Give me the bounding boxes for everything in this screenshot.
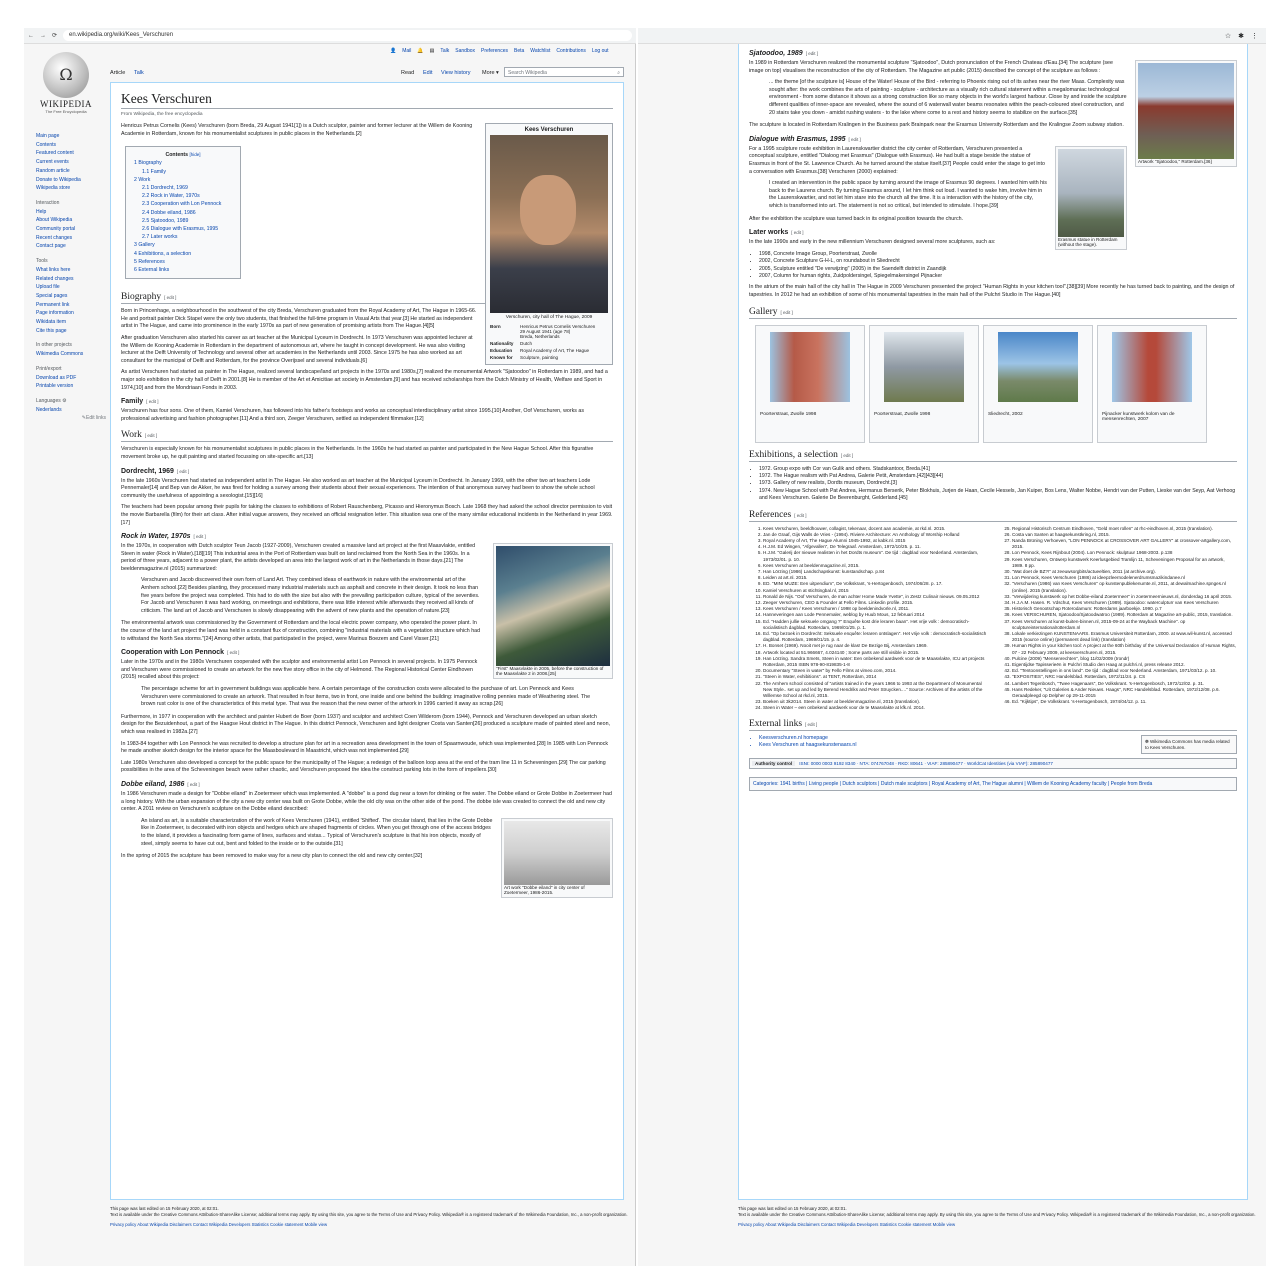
- reference-item: 4. H.J.M. Ed Wingen, "Afgevallen", De Telegraaf. Amsterdam, 1972/10/25. p. 11.: [763, 544, 988, 550]
- tab-view-history[interactable]: View history: [441, 70, 471, 76]
- edit-section-family[interactable]: [ edit ]: [146, 399, 159, 405]
- footer-links[interactable]: Privacy policy About Wikipedia Disclaimers Contact Wikipedia Developers Statistics Cookie statement Mobile view: [110, 1222, 328, 1227]
- reference-item: 9. ED. "MINI MUZE: Een uitpendium", De Volkskrant, 's-Hertogenbosch, 1974/06/28. p. 17.: [763, 581, 988, 587]
- edit-section-work[interactable]: [ edit ]: [144, 433, 158, 439]
- sidebar-item-language-0[interactable]: Nederlands: [36, 406, 62, 413]
- user-link-talk[interactable]: Talk: [440, 48, 450, 54]
- intro-paragraph: Henricus Petrus Cornelis (Kees) Verschuren (born Breda, 29 August 1941[1]) is a Dutch sculptor, painter and former lecturer at the Willem de Kooning Academie in Rotterdam, known for his monumentalist sculptures in public places in the Netherlands.[2]: [121, 123, 473, 137]
- user-link-preferences[interactable]: Preferences: [481, 48, 508, 54]
- search-placeholder: Search Wikipedia: [508, 70, 547, 76]
- heading-exh-text: Exhibitions, a selection: [749, 449, 838, 460]
- reference-item: 39. Human Rights in your kitchen tool: A project at the 60th birthday of the Universal Declaration of Human Rights, 07 - 22 February 2009, at keesverschuren.nl, 2015.: [1012, 643, 1237, 655]
- family-paragraph: Verschuren has four sons. One of them, Kamiel Verschuren, has followed into his father's footsteps and works as conceptual interdisciplinary artist since 1995.[10] Another, Oof Verschuren, works as professional advertising and fashion photographer.[11] And a third son, Zeeger Verschuren, settled as independent filmmaker.[12]: [121, 408, 584, 422]
- exhibition-item: • 1973. Gallery of new realists, Dordts museum, Dordrecht.[3]: [759, 480, 1237, 487]
- edit-section-coop[interactable]: [ edit ]: [227, 650, 240, 656]
- reference-item: 43. "EXPOSITIES", NRC Handelsblad. Rotterdam, 1972/11/24. p. CS: [1012, 674, 1237, 680]
- references-col-2: [998, 526, 1237, 712]
- infobox-label: Known for: [490, 355, 513, 360]
- footer-right: [738, 1206, 1258, 1228]
- sidebar-heading-languages: [36, 397, 106, 406]
- later-work-item: • 1998, Concrete Image Group, Poorterstraat, Zwolle: [759, 251, 1237, 258]
- heading-work: [121, 430, 613, 442]
- infobox-value: Sculpture, painting: [520, 355, 559, 360]
- heading-work-text: Work: [121, 430, 142, 441]
- toc-item[interactable]: 2.6 Dialogue with Erasmus, 1995: [142, 226, 219, 233]
- sjat-paragraph-2: The sculpture is located in Rotterdam Kralingen in the Business park Brainpark near the Erasmus University Rotterdam and the Kralingse Zoom subway station.: [749, 122, 1124, 129]
- gallery-caption-1: Poorterstraat, Zwolle 1998: [760, 411, 817, 417]
- sidebar-item-main-4[interactable]: Random article: [36, 167, 70, 174]
- toc-item[interactable]: 1.1 Family: [142, 168, 166, 175]
- work-paragraph: Verschuren is especially known for his monumentalist sculptures in public places in the Netherlands. In the 1960s he had started as painter and participated in the New Hague School. After this figurative movement broke up, he quit painting and started focussing on site-specific art.[13]: [121, 446, 594, 460]
- sidebar-heading-print: Print/export: [36, 365, 62, 372]
- bookmark-icon[interactable]: ☆: [1224, 32, 1232, 40]
- edit-section-biography[interactable]: [ edit ]: [164, 295, 177, 301]
- exhibition-item: • 1974. New Hague School with Pat Andrea, Hermanus Berserik, Peter Blokhuis, Jurjen de Haan, Cecile Hessels, Jan Kuiper, Bos Lens, Walter Nobbe, Hendri van der Putten, Lieske van der Seyp, Aat Verhoog and Kees Verschuren. Galerie De Beerenburght, Gelderland.[45]: [759, 488, 1237, 503]
- reference-item: 41. Eigentijdse Tapisserieën in Pulchri Studio den Haag at pulchri.nl, press release 2012.: [1012, 662, 1237, 668]
- page-right: [638, 44, 1266, 1266]
- heading-ext-text: External links: [749, 718, 803, 729]
- references-list: [749, 526, 1237, 712]
- thumb-sjatoodoo: [1135, 60, 1237, 167]
- toc-item[interactable]: 2.2 Rock in Water, 1970s: [142, 193, 200, 200]
- gallery-item[interactable]: [983, 325, 1093, 443]
- heading-family: [121, 398, 613, 405]
- gallery-image-4[interactable]: [1112, 332, 1192, 402]
- reference-item: 14. Hanneveringen aan Lode Pennemaler, weblog by Huub Mous, 12 februari 2014: [763, 612, 988, 618]
- wikipedia-logo[interactable]: [36, 52, 96, 114]
- reference-item: 26. Costa van Santen at haagsekunstkring.nl, 2015.: [1012, 532, 1237, 538]
- heading-dordrecht: [121, 468, 613, 475]
- sidebar-languages-nav: [36, 406, 106, 415]
- infobox-title: Kees Verschuren: [524, 127, 574, 133]
- dordrecht-paragraph-1: In the late 1960s Verschuren had started as independent artist in The Hague. He also worked as art teacher at the Municipal Lyceum in Dordrecht. In January 1969, with the other two art teachers Lode Pennemaler[14] and Bep van de Akker, he was fired for holding a survey among their students about their sexual experiences. The intention of that anonymous survey had been to show the whole school community the usefulness of appointing a sexologist.[15][16]: [121, 477, 595, 499]
- heading-external-links: [749, 719, 1237, 731]
- reference-item: 36. Kees VERSCHUREN, Sjatoodoo/Sjatoodwatroo (1989). Rotterdam at Magazine art-public, 2015, translation.: [1012, 612, 1237, 618]
- gallery-caption-2: Poorterstraat, Zwolle 1998: [874, 411, 931, 417]
- rock-paragraph-1: In the 1970s, in cooperation with Dutch sculptor Teun Jacob (1927-2009), Verschuren created a massive land art project at the first Maasvlakte, entitled Steen in water (Rock in Water).[18][19] This industrial area in the Port of Rotterdam was built on land reclaimed from the North Sea in the 1960s. In a period of three years, adjacent to a power plant, the artists developed an area into the largest work of art in the Netherlands in those days.[21] The beeldenmagazine.nl (2015) summarized:: [121, 543, 476, 572]
- heading-references: [749, 510, 1237, 522]
- sidebar-item-interaction-0[interactable]: Help: [36, 208, 47, 215]
- toc-items: [134, 159, 232, 274]
- reference-item: 19. Han Lörzing. Sandra Smets, Steen in water: Een onbekend aardwerk voor de te Maasvlakte, ICU art projects Rotterdam, 2015 ISBN 978-90-819835-1-8: [763, 656, 988, 668]
- reference-item: 31. Lon Pennock, Kees Verschuren (1986) at ideepzleernodelenerdrumsmazikindanee.nl: [1012, 575, 1237, 581]
- reference-item: 37. Kees Verschuren at kunst-buiten-binnen.nl, 2015-09-24 at the Wayback Machine". op sculptureinternationalrotterdam.nl: [1012, 619, 1237, 631]
- reference-item: 32. "Verschuren (1986) van Kees Verschuren" op kunstenpublekenumte.nl, 2011, at dewalmachine.spnges.nl (online). 2015 (translation).: [1012, 581, 1237, 593]
- infobox-row: [489, 323, 609, 340]
- reference-item: 27. Nanda Brüning Verhoeven, "LON PENNOCK at CROSSOVER ART GALLERY" at crossover-artgallery.com, 2015.: [1012, 538, 1237, 550]
- tab-talk[interactable]: Talk: [134, 70, 144, 76]
- toc-item[interactable]: 2 Work: [134, 176, 151, 183]
- toc-item[interactable]: 2.7 Later works: [142, 234, 178, 241]
- thumb-dobbe: [501, 818, 613, 898]
- search-icon[interactable]: ⌕: [617, 70, 620, 76]
- dordrecht-paragraph-2: The teachers had been popular among their pupils for taking the classes to exhibitions of Robert Rauschenberg, Picasso and Hieronymus Bosch. Late 1968 they had asked the school director permission to visit the movie Barbarella (film) for their art class. After initial vague answers, they received an official resignation letter. This situation was one of the many similar educational incidents in the Netherland in year 1969.[17]: [121, 504, 613, 526]
- coop-paragraph-1: Later in the 1970s and in the 1980s Verschuren cooperated with the sculptor and environmental artist Lon Pennock in several projects. In 1975 Pennock and Verschuren were commissioned to create an artwork for the new five story office in the city of Helmond. The Regional Historical Center Eindhoven (2015) recalled about this project:: [121, 659, 478, 681]
- bio-paragraph-3: As artist Verschuren had started as painter in The Hague, realized several landscape/land art projects in the 1970s and 1980s,[7] realized the monumental Artwork "Sjatoodoo" in Rotterdam in 1989, and had a major solo exhibition in the city hall of Delft in 2001.[8] He is member of the Art et Amicitiae art society in Amsterdam,[9] and has received scholarships from the Dutch Ministry of Health, Welfare and Sport in 1974,[10] and from the Mondriaan Fonds in 2003.: [121, 369, 608, 391]
- edit-section-dial[interactable]: [ edit ]: [848, 136, 861, 142]
- toc-item[interactable]: 2.5 Sjatoodoo, 1989: [142, 217, 189, 224]
- infobox-table: [489, 323, 609, 361]
- logo-tagline: The Free Encyclopedia: [45, 109, 87, 114]
- reference-item: 2. Jan de Graaf, Gijs Walls de Vries - (1994). Riviere Architecture: An Anthology of Worship Holland: [763, 532, 988, 538]
- later-work-item: • 2007, Column for human rights, Zuidpoldersingel, Spiegelmakersingel Pijnacker: [759, 273, 1237, 280]
- toc-heading: Contents: [165, 152, 188, 159]
- dial-quote: I created an intervention in the public space by turning around the image of Erasmus 90 degrees. I wanted him with his back to the Laurens church. By turning Erasmus around, I let him think out loud. I wanted to wake him, involve him in the Laurenskwartier, and not let him stare into the church all the time. It is a interaction with the history of the city, which is transformed into art. The statement is not so critical, but intended to stimulate. I hope.[39]: [769, 180, 1047, 209]
- infobox-label: Education: [490, 348, 513, 353]
- article-content-left: [110, 82, 624, 1200]
- commons-box[interactable]: [1141, 735, 1237, 754]
- sjatoodoo-caption: Artwork "Sjatoodoo," Rotterdam.[36]: [1138, 159, 1212, 164]
- user-link-sandbox[interactable]: Sandbox: [455, 48, 476, 54]
- languages-label: Languages: [36, 397, 61, 404]
- edit-section-rock[interactable]: [ edit ]: [193, 534, 206, 540]
- footer-left: [110, 1206, 630, 1228]
- reference-item: 6. Kees Verschuren at beeldenmagazine.nl, 2015.: [763, 563, 988, 569]
- sidebar-item-interaction-1[interactable]: About Wikipedia: [36, 217, 73, 224]
- sidebar-item-interaction-2[interactable]: Community portal: [36, 226, 76, 233]
- infobox-value: Henricus Petrus Cornelis Verschuren 29 August 1941 (age 78) Breda, Netherlands: [520, 324, 596, 339]
- dobbe-caption: Art work "Dobbe eiland" in city center of Zoetermeer, 1986-2015.: [504, 884, 585, 895]
- external-link[interactable]: • Keesverschuren.nl homepage: [759, 735, 1237, 742]
- menu-icon[interactable]: ⋮: [1251, 32, 1258, 40]
- sidebar-print-nav: [36, 374, 106, 391]
- tab-more[interactable]: More ▾: [482, 70, 499, 76]
- sidebar-interaction-nav: [36, 208, 106, 252]
- external-link[interactable]: • Kees Verschuren at haagsekunstenaars.nl: [759, 742, 1237, 749]
- reference-item: 29. Kees Verschuren, Ontwerp kunstwerk Keerlusgebied Tramlijn 11, Scheveningen Proposal for an artwork, 1989. 8 pp.: [1012, 557, 1237, 569]
- heading-dobbe-text: Dobbe eiland, 1986: [121, 780, 185, 788]
- footer-last-edited: This page was last edited on 15 February 2020, at 02:01.: [110, 1206, 219, 1211]
- heading-sjat-text: Sjatoodoo, 1989: [749, 50, 803, 57]
- logo-wordmark: WIKIPEDIA: [40, 99, 92, 109]
- sidebar-heading-projects: In other projects: [36, 342, 72, 349]
- reference-item: 5. H.J.M. "Galerij der nieuwe realisten in het Dordts museum". De tijd : dagblad voor Nederland. Amsterdam, 1973/02/01. p. 10.: [763, 550, 988, 562]
- infobox-value: Dutch: [520, 341, 533, 346]
- search-input[interactable]: [504, 67, 624, 77]
- gallery-item[interactable]: [755, 325, 865, 443]
- later-paragraph-2: In the atrium of the main hall of the city hall in The Hague in 2009 Verschuren presented the project "Human Rights in your kitchen tool".[38][39] More recently he has turned back to painting, and the design of tapestries. In 2012 he had an exhibition of some of his monumental tapestries in the main hall of the Pulchri Studio in The Hague.[40]: [749, 284, 1235, 298]
- heading-dordrecht-text: Dordrecht, 1969: [121, 467, 174, 475]
- user-link-watchlist[interactable]: Watchlist: [530, 48, 551, 54]
- footer-license: Text is available under the Creative Commons Attribution-ShareAlike License; additional terms may apply. By using this site, you agree to the Terms of Use and Privacy Policy. Wikipedia® is a registered trademark of the Wikimedia Foundation, Inc., a non-profit organization.: [110, 1212, 628, 1217]
- infobox-row: [489, 347, 609, 354]
- bio-paragraph-1: Born in Princenhage, a neighbourhood in the southwest of the city Breda, Verschuren graduated from the Royal Academy of Art, The Hague in 1965-66. He and portrait painter Dick Stapel were the only two students, that finished the full-time program in Visual Arts that year.[3] He started as independent artist in The Hague, and came into prominence in the early 1970s as part of new generation of promising artists from The Hague.[4][5]: [121, 308, 477, 330]
- reference-item: 28. Lon Pennock, Kees Rijnbout (2004). Lon Pennock: skulptuur 1968-2003. p.138: [1012, 550, 1237, 556]
- reference-item: 17. H. Bonset (1969). Nooit met je rug naar de klas! De Bezige Bij, Amsterdam 1969.: [763, 643, 988, 649]
- sjat-quote: ... the theme [of the sculpture is] House of the Water! House of the Bird - referring to Phoenix rising out of its ashes near the river Maas. Complexity was sought after: the work combines the arts of painting - sculpture - architecture as a visually rich cultural statement within a megalomaniac technological environment - from some distance it shows as a strong construction like so many objects in the world's largest harbour. Close by and inside the sculpture different qualities of inner-space are revealed, where the sound of 6 waterwall water beams resonates within the peach-coloured steel construction, and 20 stairs take you down - amidst rushing waters - to the lake where come to a rest and history seems to stabilize on the surface.[35]: [769, 79, 1127, 116]
- sidebar-item-print-1[interactable]: Printable version: [36, 383, 74, 390]
- gallery-caption-3: Sliedrecht, 2002: [988, 411, 1023, 417]
- sidebar-item-tools-6[interactable]: Wikidata item: [36, 319, 67, 326]
- reference-item: 23. Boeken uit 3k2014. Steen in water at beeldenmagazine.nl, 2015 (translation).: [763, 699, 988, 705]
- categories-links[interactable]: Categories: 1941 births | Living people | Dutch sculptors | Dutch male sculptors | Royal Academy of Art, The Hague alumni | Willem de Kooning Academy faculty | People from Breda: [753, 780, 1153, 787]
- reference-item: 13. Kees Verschuren / Kees Verschuren / 1998 op beeldenindvorle.nl, 2011.: [763, 606, 988, 612]
- coop-quote: The percentage scheme for art in government buildings was applicable here. A certain percentage of the construction costs were allocated to the purchase of art. Lon Pennock and Kees Verschuren were commissioned to create an artwork. That resulted in four items, two in front, one inside and one behind the building: imaginative rolling pennies made of Weathering steel. The brown rust color is one of the characteristics of this metal type. That was the reason that the new owner of the artwork in 1996 carried it away as scrap.[26]: [141, 686, 591, 708]
- toc-item[interactable]: 1 Biography: [134, 160, 162, 167]
- gallery: [755, 325, 1231, 443]
- portrait-photo[interactable]: [490, 135, 608, 313]
- commons-icon: ❁: [1145, 738, 1149, 744]
- toc-item[interactable]: 5 References: [134, 258, 165, 265]
- dobbe-paragraph-2: In the spring of 2015 the sculpture has been removed to make way for a new city plan to connect the old and new city center.[32]: [121, 853, 423, 860]
- heading-later-text: Later works: [749, 229, 789, 237]
- sidebar-item-tools-4[interactable]: Permanent link: [36, 301, 70, 308]
- reference-item: 35. Historisch Genootschap Roterodamum: Rotterdams jaarboekje. 1990. p.7: [1012, 606, 1237, 612]
- dobbe-quote: An island as art, is a suitable characterization of the work of Kees Verschuren (1941), entitled 'Shifted'. The circular island, that lies in the Grote Dobbe like in Zoetermeer, is decorated with iron objects and hedges which are shaped fragments of circles. When you get through one of the access bridges to the island, it provides a fascinating form game of lines, surfaces and vistas... Typical of Verschuren's sculpture is that his iron objects, mostly of steel, simply seems to have cut out, bent and folded to the inside or to the outside.[31]: [141, 817, 493, 847]
- edit-section-ref[interactable]: [ edit ]: [794, 512, 807, 518]
- reference-item: 15. Ed. "Hadden jullie seksuele omgang ?" Enquête kost drie leraren baan". Het vrije volk : democratisch-socialistisch dagblad. Rotterdam, 1969/01/25. p. 1.: [763, 619, 988, 631]
- heading-ref-text: References: [749, 509, 792, 520]
- reference-item: 33. "Verwijdering kunstwerk op het Dobbe-eiland Zoetermeer" in zoetermeernieuws.nl, donderdag 16 april 2015.: [1012, 594, 1237, 600]
- sidebar-heading-interaction: Interaction: [36, 199, 60, 206]
- rock-quote: Verschuren and Jacob discovered their own form of Land Art. They combined ideas of earthwork in nature with the environmental art of the Arnhem school.[22] Besides planting, they processed many industrial materials such as asphalt and concrete in their design. It took no less than five years before the project was completed. This had to do with the size but also with the prevailing participation culture, typical of the seventies. For Jacob and Verschuren it was hard working, on meetings and exhibitions, there was little interest while afterwards they received all kinds of criticism. The land art of Jacob and Verschuren is slowly disappearing with the advent of new plants and the operation of nature.[23]: [141, 577, 480, 614]
- edit-section-ext[interactable]: [ edit ]: [805, 721, 818, 727]
- reference-item: 20. Documentary "Steen in water" by Fello Films at vimeo.com, 2014.: [763, 668, 988, 674]
- reference-item: 34. H.J.A.M. Hasen. R. Vdschut, Kees Verschuren (1989). Sjatoodoo: waterculpturr van Kees Verschuren: [1012, 600, 1237, 606]
- browser-toolbar-right: [638, 28, 1266, 44]
- dobbe-eiland-image[interactable]: [504, 821, 610, 885]
- references-col-1: [749, 526, 988, 712]
- user-icon: 👤: [390, 48, 397, 54]
- exhibitions-list: [759, 466, 1237, 503]
- heading-dial-text: Dialogue with Erasmus, 1995: [749, 135, 846, 143]
- authority-label: Authority control: [752, 761, 795, 766]
- edit-section-dobbe[interactable]: [ edit ]: [187, 781, 200, 787]
- authority-ids[interactable]: ISNI: 0000 0003 9192 8340 · NTA: 074767048 · RKD: 80641 · VIAF: 285890477 · WorldCat Identities (via VIAF): 285890477: [799, 760, 1053, 766]
- coop-paragraph-4: Late 1980s Verschuren also developed a concept for the public space for the municipality of The Hague; a redesign of the balloon loop area at the end of the tram line 11 in Scheveningen.[29] The car parking possibilities in the area of the Scheveningen beach were rather chaotic, and Verschuren proposed the idea the construct parking lots in the form of impellers.[30]: [121, 759, 606, 774]
- sidebar-item-tools-0[interactable]: What links here: [36, 266, 71, 273]
- sidebar-tools-nav: [36, 266, 106, 336]
- gallery-image-1[interactable]: [770, 332, 850, 402]
- sidebar-main-nav: [36, 132, 106, 193]
- reference-item: 45. Hans Redeker, "Uit Galeries & Ander Nieuws. Haags", NRC Handelsblad. Rotterdam, 1972/12/08. p.6. Geraadpleegd op Delpher op 29-11-2015: [1012, 687, 1237, 699]
- user-links: [390, 48, 609, 54]
- footer-license-right: Text is available under the Creative Commons Attribution-ShareAlike License; additional terms may apply. By using this site, you agree to the Terms of Use and Privacy Policy. Wikipedia® is a registered trademark of the Wikimedia Foundation, Inc., a non-profit organization.: [738, 1212, 1256, 1217]
- toc-item[interactable]: 2.1 Dordrecht, 1969: [142, 185, 188, 191]
- reference-item: 10. Kamiel Verschuren at stichtingbal.nl, 2015: [763, 588, 988, 594]
- sidebar-item-tools-3[interactable]: Special pages: [36, 292, 68, 299]
- reference-item: 38. Lokale verkiezingen KUNSTENAARS. Erasmus Universiteit Rotterdam, 2000. at www.wil-kunst.nl, accessed 2015 (source online) (permanent dead link) (translation): [1012, 631, 1237, 643]
- sidebar-item-tools-2[interactable]: Upload file: [36, 284, 60, 291]
- sidebar-heading-tools: Tools: [36, 258, 48, 265]
- sjat-paragraph-1: In 1989 in Rotterdam Verschuren realized the monumental sculpture "Sjatoodoo", Dutch pronunciation of the French Chateau d'Eau.[34] The sculpture (see image on top) visualises the reconstruction of the city of Rotterdam. The Magazine art public (2015) described the concept of the sculpture as follows :: [749, 60, 1113, 74]
- gallery-caption-4: Pijnacker kunstwerk kolom van de mensenrechten, 2007: [1102, 411, 1175, 422]
- rock-paragraph-2: The environmental artwork was commissioned by the Government of Rotterdam and the local electric power company, who operated the power plant. In the course of the land art project the land was held in a constant flux of construction, combining "industrial materials with a vegetation structure which had to withstand the North Sea storms."[24] Among other artists, that participated in the project, were Marinus Boezem and Carel Visser.[21]: [121, 620, 481, 642]
- infobox-label: Born: [490, 324, 501, 329]
- infobox-value: Royal Academy of Art, The Hague: [520, 348, 590, 353]
- sidebar-item-interaction-4[interactable]: Contact page: [36, 243, 66, 250]
- sjatoodoo-image[interactable]: [1138, 63, 1234, 159]
- edit-section-gallery[interactable]: [ edit ]: [780, 309, 793, 315]
- reference-item: 30. "Wat doet de BZ?!" at zeeuwsorgbits/actueeltien, 2011 (at archive.org).: [1012, 569, 1237, 575]
- sidebar-item-tools-5[interactable]: Page information: [36, 310, 74, 317]
- later-work-item: • 2005, Sculpture entitled "De verwijzing" (2005) in the Saendelft district in Zaandijk: [759, 266, 1237, 273]
- reference-item: 21. "Steen in Water, exhibitions". at TENT, Rotterdam, 2014: [763, 674, 988, 680]
- user-link-logout[interactable]: Log out: [591, 48, 609, 54]
- heading-gallery: [749, 307, 1237, 319]
- erasmus-statue-image[interactable]: [1058, 149, 1124, 237]
- gallery-image-2[interactable]: [884, 332, 964, 402]
- reference-item: 22. The Arnhem school consisted of "artists trained in the years 1966 to 1993 at the Department of Monumental New Style.. set up and led by Berend Hendriks and Peter Struycken...." Source: Archives of the artists of the Willemse School at rkd.nl, 2015.: [763, 681, 988, 700]
- reference-item: 11. Ronald de Nijs. "Oof Verschuren, de man achter Home Made Yvette", in Zestz Culinair nieuws. 09.05.2012: [763, 594, 988, 600]
- exhibition-item: • 1972. The Hague realism with Pat Andrea, Galerie Petit, Amsterdam.[42][43][44]: [759, 473, 1237, 480]
- sidebar-item-main-6[interactable]: Wikipedia store: [36, 185, 71, 192]
- reference-item: 40. Pulcine (2009) "Mensenrechten", blog 11/02/2009 (trondr): [1012, 656, 1237, 662]
- dobbe-paragraph-1: In 1986 Verschuren made a design for "Dobbe eiland" in Zoetermeer which was implemented. A "dobbe" is a pond dug near a town for drinking or fire water. The Dobbe eiland or Grote Dobbe in Zoetermeer had a long history. With the urban expansion of the city a new city center was built on Grote Dobbe, while the old city was on the other side of the pond. The dobbe isle was created to connect the old and new city center. A 2011 review on Verschuren's sculpture on the Dobbe eiland described:: [121, 790, 612, 813]
- erasmus-caption: Erasmus statue in Rotterdam (without the stage).: [1058, 236, 1118, 247]
- reference-item: 1. Kees Verschuren, beeldhouwer, collagist, tekenaar, docent aan academie, at rkd.nl. 2015.: [763, 526, 988, 532]
- heading-exhibitions: [749, 450, 1237, 462]
- toc-item[interactable]: 2.3 Cooperation with Lon Pennock: [142, 201, 222, 208]
- user-link-mail[interactable]: Mail: [402, 48, 412, 54]
- extension-icon[interactable]: ✱: [1238, 32, 1244, 40]
- edit-section-later[interactable]: [ edit ]: [791, 230, 804, 236]
- browser-toolbar: [24, 28, 636, 44]
- reference-item: 24. Steen in Water – een onbekend aardwerk voor de te Maasvlakte at kfk.nl. 2014.: [763, 705, 988, 711]
- heading-dobbe: [121, 781, 613, 788]
- edit-section-sjat[interactable]: [ edit ]: [805, 51, 818, 56]
- categories-box: [749, 777, 1237, 791]
- thumb-erasmus: [1055, 146, 1127, 250]
- heading-coop-text: Cooperation with Lon Pennock: [121, 649, 225, 657]
- heading-family-text: Family: [121, 398, 144, 406]
- sidebar-item-main-2[interactable]: Featured content: [36, 150, 74, 157]
- reference-item: 8. Leiden at art.nl. 2015.: [763, 575, 988, 581]
- bio-paragraph-2: After graduation Verschuren also started his career as art teacher at the Municipal Lyceum in Dordrecht. In 1973 Verschuren was appointed lecturer at the Willem de Kooning Academie in Rotterdam in the department of autonomous art, where he taught in concept development. He was also visiting lecturer at the Delft University of Technology and several other art academies in the Netherlands until 2003. Since 1975 he has also worked as art consultant for the municipal of Delft and Rotterdam, for the province Overijssel and several individuals.[6]: [121, 335, 473, 364]
- reference-item: 42. Ed. "Tentoonstellingen in ons land". De tijd : dagblad voor Nederland. Amsterdam, 1971/03/12. p. 10.: [1012, 668, 1237, 674]
- edit-section-exh[interactable]: [ edit ]: [840, 452, 854, 458]
- footer-links-right[interactable]: Privacy policy About Wikipedia Disclaimers Contact Wikipedia Developers Statistics Cookie statement Mobile view: [738, 1222, 956, 1227]
- reference-item: 46. Ed. "Kijktips", De Volkskrant. 's-Hertogenbosch, 1974/04/12. p. 11.: [1012, 699, 1237, 705]
- reference-item: 16. Ed. "Op bezoek in Dordrecht: Seksuele enquête: leraren ontslagen". Het vrije volk : democratisch-socialistisch dagblad. Rotterdam, 1969/01/15. p. 4.: [763, 631, 988, 643]
- edit-section-dordrecht[interactable]: [ edit ]: [176, 468, 190, 474]
- exhibition-item: • 1972. Group expo with Cor van Gulik and others. Stadskantoor, Breda.[41]: [759, 466, 1237, 473]
- authority-control: [749, 758, 1237, 769]
- gallery-item[interactable]: [1097, 325, 1207, 443]
- maasvlakte-satellite-image[interactable]: [496, 546, 610, 666]
- heading-rock-in-water: [121, 533, 613, 540]
- infobox-row: [489, 340, 609, 347]
- heading-gallery-text: Gallery: [749, 306, 778, 317]
- coop-paragraph-3: In 1983-84 together with Lon Pennock he was recruited to develop a structure plan for art in a recreation area development in the town of Spaarnwoude, which was implemented.[28] In 1985 with Lon Pennock he made another sketch design for the interior space for the Maasboulevard in Maastricht, which was not implemented.[29]: [121, 740, 609, 755]
- alert-icon[interactable]: 🔔: [417, 48, 424, 54]
- tab-article[interactable]: Article: [110, 70, 126, 76]
- back-icon[interactable]: ←: [28, 32, 34, 39]
- toc-item[interactable]: 6 External links: [134, 267, 170, 274]
- sidebar-item-tools-7[interactable]: Cite this page: [36, 327, 67, 334]
- later-work-item: • 2002, Concrete Sculpture G-H-L, on roundabout in Sliedrecht: [759, 258, 1237, 265]
- toc-item[interactable]: 2.4 Dobbe eiland, 1986: [142, 209, 196, 216]
- toc-item[interactable]: 4 Exhibitions, a selection: [134, 250, 192, 257]
- forward-icon[interactable]: →: [40, 32, 46, 39]
- reload-icon[interactable]: ⟳: [52, 33, 58, 39]
- reference-item: 7. Han Lörzing (1986) Landschapskunst: kunstandschap. p.84: [763, 569, 988, 575]
- sidebar-item-main-5[interactable]: Donate to Wikipedia: [36, 176, 81, 183]
- thumb-maasvlakte: [493, 543, 613, 679]
- puzzle-globe-icon: Ω: [43, 52, 89, 98]
- tab-read[interactable]: Read: [401, 70, 415, 76]
- address-bar[interactable]: en.wikipedia.org/wiki/Kees_Verschuren: [63, 30, 632, 41]
- table-of-contents: [125, 146, 241, 279]
- commons-text: Wikimedia Commons has media related to Kees Verschuren.: [1145, 738, 1230, 750]
- toc-title: [134, 151, 232, 159]
- coop-paragraph-2: Furthermore, in 1977 in cooperation with the architect and painter Hubert de Boer (born 1937) and sculptor and architect Coen Wilderom (born 1944), Pennock and Verschuren developed an urban sketch design for the Bezuidenhout, a part of the Haagse Hout district in The Hague. In this district Pennock, Verschuren and light designer Costa van Santen[26] produced a sculpture made of painted steel and neon, which was realised in 1982a.[27]: [121, 713, 610, 735]
- toc-item[interactable]: 3 Gallery: [134, 242, 155, 249]
- gallery-image-3[interactable]: [998, 332, 1078, 402]
- gallery-item[interactable]: [869, 325, 979, 443]
- dial-paragraph-1: For a 1995 sculpture route exhibition in Laurenskwartier district the city center of Rotterdam, Verschuren presented a conceptual sculpture, entitled "Dialoog met Erasmus" (Dialogue with Erasmus). He had built a stage beside the statue of Erasmus in front of the St. Lawrence Church. As he turned around the statue itself.[37] People could enter the stage to get into a conversation with Erasmus.[38] Verschuren (2000) explained:: [749, 145, 1045, 175]
- footer-last-edited-right: This page was last edited on 15 February 2020, at 02:01.: [738, 1206, 847, 1211]
- from-wikipedia: From Wikipedia, the free encyclopedia: [121, 112, 203, 117]
- heading-biography-text: Biography: [121, 292, 162, 303]
- toc-hide-toggle[interactable]: [hide]: [189, 152, 201, 158]
- sidebar-item-main-0[interactable]: Main page: [36, 133, 60, 139]
- later-works-list: [759, 251, 1237, 281]
- sidebar-item-tools-1[interactable]: Related changes: [36, 275, 74, 282]
- maasvlakte-caption: "First" Maasvlakte in 2005, before the construction of the Maasvlakte 2 in 2008.[25]: [496, 666, 604, 677]
- reference-item: 44. Lambert Tegenbosch, "Twee Hagenaars", De Volkskrant. 's-Hertogenbosch, 1972/12/02. p. 31.: [1012, 681, 1237, 687]
- infobox-caption: Verschuren, city hall of The Hague, 2009: [505, 315, 593, 320]
- sidebar-item-print-0[interactable]: Download as PDF: [36, 374, 77, 381]
- article-content-right: [738, 44, 1248, 1200]
- sidebar-projects-nav: [36, 350, 106, 359]
- infobox: [485, 123, 613, 365]
- heading-sjatoodoo: [749, 50, 1237, 57]
- reference-item: 12. Zeeger Verschuren, CEO & Founder at Fello Films. Linkedin profile. 2015.: [763, 600, 988, 606]
- sidebar-item-interaction-3[interactable]: Recent changes: [36, 234, 73, 241]
- infobox-row: [489, 354, 609, 361]
- user-link-contributions[interactable]: Contributions: [556, 48, 586, 54]
- user-link-beta[interactable]: Beta: [514, 48, 525, 54]
- later-paragraph-1: In the late 1990s and early in the new millennium Verschuren designed several more sculptures, such as:: [749, 239, 996, 246]
- sidebar-item-main-3[interactable]: Current events: [36, 159, 69, 166]
- infobox-label: Nationality: [490, 341, 514, 346]
- tab-edit[interactable]: Edit: [423, 70, 433, 76]
- page-left: [24, 44, 636, 1266]
- dial-paragraph-2: After the exhibition the sculpture was turned back in its original position towards the church.: [749, 215, 964, 222]
- page-title: Kees Verschuren: [121, 91, 613, 109]
- sidebar: [36, 132, 106, 423]
- reference-item: 18. Artwork located at 51.966667, 4.024140 ; Some parts are still visible in 2015.: [763, 650, 988, 656]
- gear-icon[interactable]: ⚙: [62, 397, 67, 404]
- heading-later-works: [749, 229, 1237, 236]
- heading-rock-text: Rock in Water, 1970s: [121, 533, 191, 541]
- sidebar-item-main-1[interactable]: Contents: [36, 141, 57, 148]
- edit-links[interactable]: ✎Edit links: [81, 415, 106, 422]
- reference-item: 3. Royal Academy of Art, The Hague Alumni 1945-1992, at kabk.nl. 2015: [763, 538, 988, 544]
- notice-icon[interactable]: ▤: [429, 48, 435, 54]
- reference-item: 25. Regional Historisch Centrum Eindhoven, "Geld moet rollen" at rhc-eindhoven.nl, 2015 (translation).: [1012, 526, 1237, 532]
- sidebar-item-projects-0[interactable]: Wikimedia Commons: [36, 351, 84, 358]
